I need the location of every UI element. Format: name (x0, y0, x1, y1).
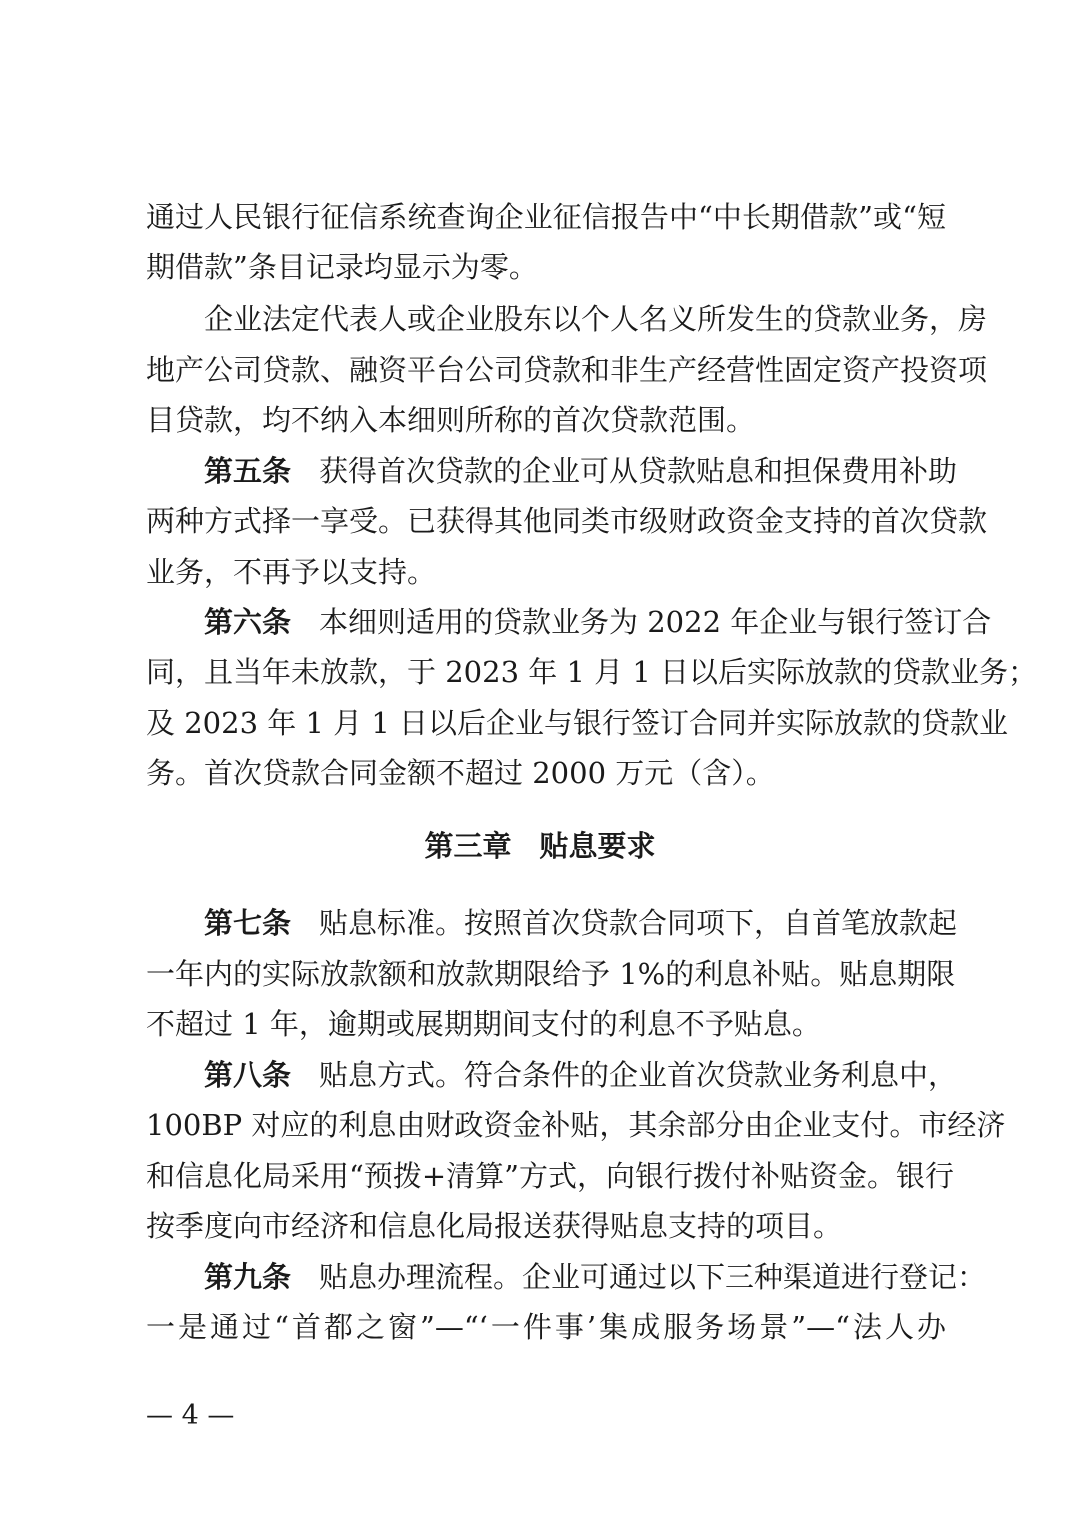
paragraph-line: 及 2023 年 1 月 1 日以后企业与银行签订合同并实际放款的贷款业 (146, 706, 1009, 740)
paragraph-line: 一年内的实际放款额和放款期限给予 1%的利息补贴。贴息期限 (146, 957, 956, 991)
paragraph-line: 地产公司贷款、融资平台公司贷款和非生产经营性固定资产投资项 (146, 353, 988, 387)
page-number: — 4 — (146, 1400, 235, 1431)
paragraph-line: 目贷款，均不纳入本细则所称的首次贷款范围。 (146, 403, 756, 437)
article-6-text: 本细则适用的贷款业务为 2022 年企业与银行签订合 (319, 605, 992, 639)
paragraph-line: 通过人民银行征信系统查询企业征信报告中“中长期借款”或“短 (146, 200, 946, 234)
paragraph-line: 100BP 对应的利息由财政资金补贴，其余部分由企业支付。市经济 (146, 1108, 1006, 1142)
paragraph-line: 期借款”条目记录均显示为零。 (146, 250, 538, 284)
paragraph-line: 业务，不再予以支持。 (146, 555, 437, 589)
article-9-text: 贴息办理流程。企业可通过以下三种渠道进行登记： (319, 1260, 987, 1294)
article-9-line (204, 1257, 987, 1297)
paragraph-line: 两种方式择一享受。已获得其他同类市级财政资金支持的首次贷款 (146, 504, 988, 538)
paragraph-line: 企业法定代表人或企业股东以个人名义所发生的贷款业务，房 (204, 302, 988, 336)
article-8-label: 第八条 (204, 1058, 292, 1092)
article-9-label: 第九条 (204, 1260, 292, 1294)
article-7-line (204, 903, 958, 943)
chapter-heading (0, 826, 1080, 866)
article-7-text: 贴息标准。按照首次贷款合同项下，自首笔放款起 (319, 906, 958, 940)
paragraph-line: 按季度向市经济和信息化局报送获得贴息支持的项目。 (146, 1209, 843, 1243)
paragraph-line: 和信息化局采用“预拨+清算”方式，向银行拨付补贴资金。银行 (146, 1159, 954, 1193)
article-7-label: 第七条 (204, 906, 292, 940)
article-8-line (204, 1055, 958, 1095)
paragraph-line: 不超过 1 年，逾期或展期期间支付的利息不予贴息。 (146, 1007, 821, 1041)
article-5-text: 获得首次贷款的企业可从贷款贴息和担保费用补助 (319, 454, 958, 488)
chapter-title: 贴息要求 (539, 829, 656, 863)
paragraph-line: 务。首次贷款合同金额不超过 2000 万元（含）。 (146, 756, 775, 790)
article-5-label: 第五条 (204, 454, 292, 488)
chapter-number: 第三章 (424, 829, 512, 863)
article-6-line (204, 602, 992, 642)
paragraph-line: 一是通过“首都之窗”—“‘一件事’集成服务场景”—“法人办 (146, 1310, 946, 1344)
article-6-label: 第六条 (204, 605, 292, 639)
article-8-text: 贴息方式。符合条件的企业首次贷款业务利息中， (319, 1058, 958, 1092)
article-5-line (204, 451, 958, 491)
paragraph-line: 同，且当年未放款，于 2023 年 1 月 1 日以后实际放款的贷款业务； (146, 655, 1038, 689)
